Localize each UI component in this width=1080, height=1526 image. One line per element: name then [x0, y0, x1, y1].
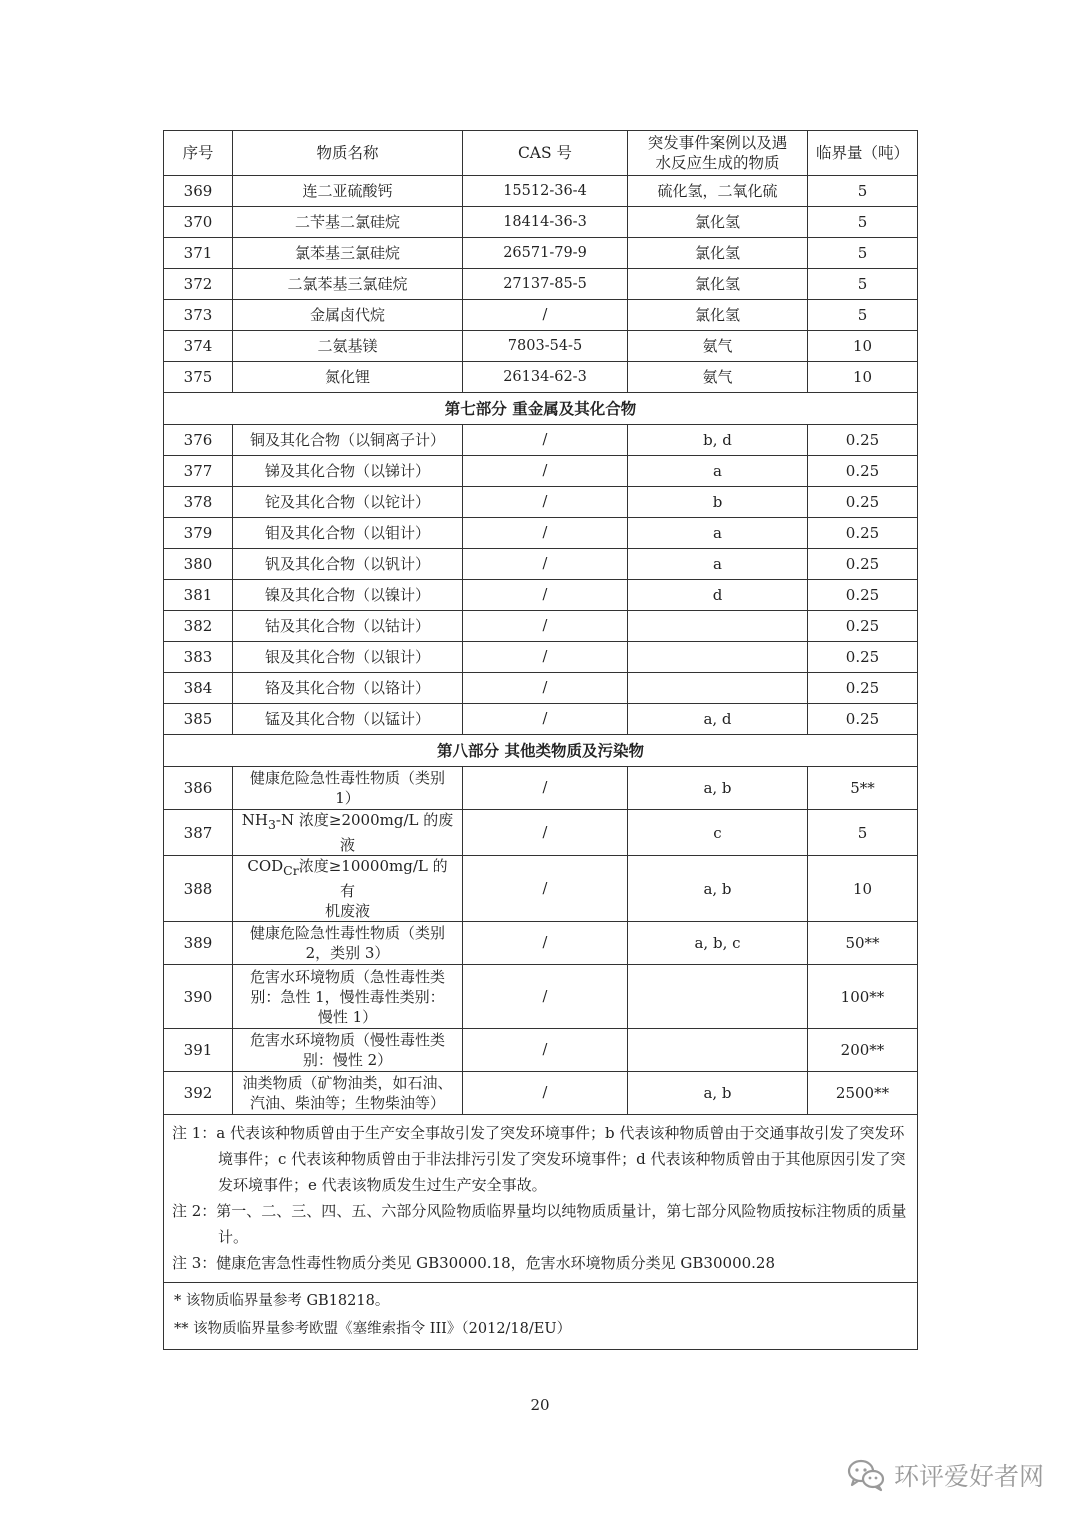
cell-index: 380 — [164, 549, 233, 580]
notes-cell — [164, 1115, 918, 1283]
cell-threshold: 5 — [808, 238, 918, 269]
cell-index: 377 — [164, 456, 233, 487]
cell-name: 铊及其化合物（以铊计） — [233, 487, 463, 518]
note-1: 注 1：a 代表该种物质曾由于生产安全事故引发了突发环境事件；b 代表该种物质曾由于交通事故引发了突发环境事件；c 代表该种物质曾由于非法排污引发了突发环境事件；d 代表该种物质曾由于其他原因引发了突发环境事件；e 代表该物质发生过生产安全事故。 — [172, 1124, 906, 1194]
cell-cases: a, b — [628, 856, 808, 922]
cell-index: 375 — [164, 362, 233, 393]
cell-name-line: 汽油、柴油等；生物柴油等） — [249, 1094, 445, 1112]
cell-index: 371 — [164, 238, 233, 269]
cell-cases: 氨气 — [628, 331, 808, 362]
cell-name-post: 浓度≥10000mg/L 的有 — [298, 857, 448, 900]
cell-index: 378 — [164, 487, 233, 518]
cell-cas: / — [463, 456, 628, 487]
cell-cases: a — [628, 456, 808, 487]
table-row — [164, 549, 918, 580]
cell-index: 387 — [164, 810, 233, 856]
cell-threshold: 50** — [808, 922, 918, 965]
cell-name — [233, 1072, 463, 1115]
cell-index: 390 — [164, 965, 233, 1029]
cell-threshold: 0.25 — [808, 580, 918, 611]
cell-name-line: 别：慢性 2） — [302, 1051, 393, 1069]
cell-cas: 26571-79-9 — [463, 238, 628, 269]
cell-cases: a — [628, 549, 808, 580]
cell-index: 372 — [164, 269, 233, 300]
table-row — [164, 176, 918, 207]
cell-threshold: 0.25 — [808, 642, 918, 673]
cell-index: 374 — [164, 331, 233, 362]
cell-cases: b, d — [628, 425, 808, 456]
cell-name: 二苄基二氯硅烷 — [233, 207, 463, 238]
cell-cas: 15512-36-4 — [463, 176, 628, 207]
cell-cas: / — [463, 580, 628, 611]
cell-cases: a, b, c — [628, 922, 808, 965]
watermark-text: 环评爱好者网 — [893, 1462, 1044, 1491]
cell-cas: / — [463, 810, 628, 856]
section-row — [164, 393, 918, 425]
cell-cas: / — [463, 425, 628, 456]
cell-index: 384 — [164, 673, 233, 704]
cell-cases: 氨气 — [628, 362, 808, 393]
cell-name — [233, 1029, 463, 1072]
cell-cas: / — [463, 549, 628, 580]
table-row — [164, 456, 918, 487]
cell-name — [233, 767, 463, 810]
cell-cases: 氯化氢 — [628, 207, 808, 238]
cell-name: 连二亚硫酸钙 — [233, 176, 463, 207]
cell-index: 391 — [164, 1029, 233, 1072]
header-cases-line2: 水反应生成的物质 — [655, 154, 780, 172]
table-header-row — [164, 131, 918, 176]
cell-threshold: 5 — [808, 207, 918, 238]
cell-cas: / — [463, 767, 628, 810]
cell-name — [233, 810, 463, 856]
cell-threshold: 5 — [808, 300, 918, 331]
table-row — [164, 856, 918, 922]
cell-name: 钒及其化合物（以钒计） — [233, 549, 463, 580]
watermark — [846, 1455, 1044, 1495]
footnotes-cell — [164, 1283, 918, 1350]
cell-cases: a, d — [628, 704, 808, 735]
cell-name-pre: COD — [247, 857, 284, 875]
cell-threshold: 5 — [808, 269, 918, 300]
cell-name-line: 慢性 1） — [317, 1007, 378, 1026]
cell-cas: 26134-62-3 — [463, 362, 628, 393]
cell-threshold: 0.25 — [808, 518, 918, 549]
cell-name-line: 液 — [339, 836, 355, 854]
table-row — [164, 767, 918, 810]
cell-threshold: 5** — [808, 767, 918, 810]
cell-cas: 18414-36-3 — [463, 207, 628, 238]
cell-threshold: 0.25 — [808, 425, 918, 456]
cell-name-line: 机废液 — [324, 902, 370, 920]
note-3: 注 3：健康危害急性毒性物质分类见 GB30000.18，危害水环境物质分类见 GB30000.28 — [172, 1254, 776, 1272]
cell-index: 369 — [164, 176, 233, 207]
cell-name-line: 危害水环境物质（急性毒性类 — [249, 967, 445, 986]
cell-cas: / — [463, 965, 628, 1029]
cell-index: 386 — [164, 767, 233, 810]
cell-name-line: 油类物质（矿物油类，如石油、 — [242, 1074, 453, 1092]
table-row — [164, 518, 918, 549]
cell-name: 银及其化合物（以银计） — [233, 642, 463, 673]
cell-name: 钴及其化合物（以钴计） — [233, 611, 463, 642]
cell-cas: / — [463, 704, 628, 735]
table-row — [164, 207, 918, 238]
cell-cases: 氯化氢 — [628, 238, 808, 269]
section-row — [164, 735, 918, 767]
cell-cases: a — [628, 518, 808, 549]
page-number: 20 — [530, 1396, 550, 1414]
table-row — [164, 642, 918, 673]
cell-name: 氮化锂 — [233, 362, 463, 393]
cell-cas: 7803-54-5 — [463, 331, 628, 362]
table-row — [164, 704, 918, 735]
cell-threshold: 10 — [808, 362, 918, 393]
header-cases-line1: 突发事件案例以及遇 — [647, 134, 788, 152]
table-row — [164, 300, 918, 331]
cell-name — [233, 922, 463, 965]
cell-name-subscript: 3 — [267, 817, 276, 832]
cell-name: 铬及其化合物（以铬计） — [233, 673, 463, 704]
cell-index: 373 — [164, 300, 233, 331]
cell-cases — [628, 611, 808, 642]
cell-name-subscript: Cr — [283, 863, 299, 878]
cell-cas: / — [463, 487, 628, 518]
cell-name: 氯苯基三氯硅烷 — [233, 238, 463, 269]
cell-name: 钼及其化合物（以钼计） — [233, 518, 463, 549]
header-threshold: 临界量（吨） — [808, 131, 918, 176]
table-row — [164, 425, 918, 456]
cell-cases: 氯化氢 — [628, 269, 808, 300]
cell-index: 376 — [164, 425, 233, 456]
cell-name — [233, 856, 463, 922]
cell-threshold: 10 — [808, 331, 918, 362]
cell-threshold: 0.25 — [808, 673, 918, 704]
cell-cases: a, b — [628, 1072, 808, 1115]
cell-index: 385 — [164, 704, 233, 735]
cell-index: 379 — [164, 518, 233, 549]
table-row — [164, 331, 918, 362]
header-cases — [628, 131, 808, 176]
cell-cases: 氯化氢 — [628, 300, 808, 331]
cell-index: 392 — [164, 1072, 233, 1115]
cell-name-line: 健康危险急性毒性物质（类别 — [249, 769, 445, 787]
table-row — [164, 673, 918, 704]
cell-cas: / — [463, 300, 628, 331]
cell-cas: / — [463, 1072, 628, 1115]
cell-cases — [628, 642, 808, 673]
cell-cas: / — [463, 611, 628, 642]
table-row — [164, 580, 918, 611]
cell-threshold: 10 — [808, 856, 918, 922]
cell-name: 二氯苯基三氯硅烷 — [233, 269, 463, 300]
note-2: 注 2：第一、二、三、四、五、六部分风险物质临界量均以纯物质质量计，第七部分风险物质按标注物质的质量计。 — [172, 1202, 907, 1246]
cell-name-line: 别：急性 1，慢性毒性类别： — [250, 987, 445, 1006]
cell-name: 锰及其化合物（以锰计） — [233, 704, 463, 735]
cell-name: 锑及其化合物（以锑计） — [233, 456, 463, 487]
cell-cases: d — [628, 580, 808, 611]
footnotes-row — [164, 1283, 918, 1350]
cell-name-pre: NH — [241, 811, 268, 829]
header-name: 物质名称 — [233, 131, 463, 176]
section-8-title: 第八部分 其他类物质及污染物 — [164, 735, 918, 767]
table-row — [164, 269, 918, 300]
cell-name — [233, 965, 463, 1029]
footnote-double-star: ** 该物质临界量参考欧盟《塞维索指令 III》（2012/18/EU） — [174, 1321, 572, 1337]
cell-cases: 硫化氢，二氧化硫 — [628, 176, 808, 207]
cell-index: 381 — [164, 580, 233, 611]
cell-name-post: -N 浓度≥2000mg/L 的废 — [275, 811, 454, 829]
cell-cas: 27137-85-5 — [463, 269, 628, 300]
cell-name-line: 健康危险急性毒性物质（类别 — [249, 924, 445, 942]
footnote-single-star: * 该物质临界量参考 GB18218。 — [174, 1293, 390, 1309]
table-row — [164, 1029, 918, 1072]
section-7-title: 第七部分 重金属及其化合物 — [164, 393, 918, 425]
table-row — [164, 362, 918, 393]
cell-threshold: 0.25 — [808, 611, 918, 642]
cell-name: 镍及其化合物（以镍计） — [233, 580, 463, 611]
cell-threshold: 0.25 — [808, 549, 918, 580]
cell-name: 金属卤代烷 — [233, 300, 463, 331]
cell-index: 389 — [164, 922, 233, 965]
wechat-icon — [846, 1458, 886, 1492]
cell-threshold: 0.25 — [808, 456, 918, 487]
table-row — [164, 611, 918, 642]
notes-row — [164, 1115, 918, 1283]
cell-cas: / — [463, 673, 628, 704]
table-row — [164, 487, 918, 518]
substance-table — [163, 130, 918, 1350]
header-cas: CAS 号 — [463, 131, 628, 176]
cell-threshold: 5 — [808, 810, 918, 856]
cell-index: 382 — [164, 611, 233, 642]
cell-name: 铜及其化合物（以铜离子计） — [233, 425, 463, 456]
table-row — [164, 922, 918, 965]
cell-cas: / — [463, 922, 628, 965]
cell-index: 383 — [164, 642, 233, 673]
cell-cases — [628, 1029, 808, 1072]
cell-cases: a, b — [628, 767, 808, 810]
cell-cases — [628, 673, 808, 704]
table-row — [164, 810, 918, 856]
table-row — [164, 1072, 918, 1115]
cell-threshold: 200** — [808, 1029, 918, 1072]
table-row — [164, 965, 918, 1029]
cell-cases: b — [628, 487, 808, 518]
cell-index: 370 — [164, 207, 233, 238]
cell-name: 二氨基镁 — [233, 331, 463, 362]
cell-cas: / — [463, 518, 628, 549]
cell-threshold: 0.25 — [808, 487, 918, 518]
cell-cas: / — [463, 856, 628, 922]
cell-cases: c — [628, 810, 808, 856]
cell-name-line: 2，类别 3） — [305, 944, 390, 962]
cell-name-line: 危害水环境物质（慢性毒性类 — [249, 1031, 445, 1049]
cell-index: 388 — [164, 856, 233, 922]
cell-cas: / — [463, 1029, 628, 1072]
cell-threshold: 2500** — [808, 1072, 918, 1115]
cell-threshold: 100** — [808, 965, 918, 1029]
header-index: 序号 — [164, 131, 233, 176]
cell-name-line: 1） — [335, 789, 360, 807]
table-row — [164, 238, 918, 269]
cell-cas: / — [463, 642, 628, 673]
cell-threshold: 0.25 — [808, 704, 918, 735]
cell-threshold: 5 — [808, 176, 918, 207]
cell-cases — [628, 965, 808, 1029]
